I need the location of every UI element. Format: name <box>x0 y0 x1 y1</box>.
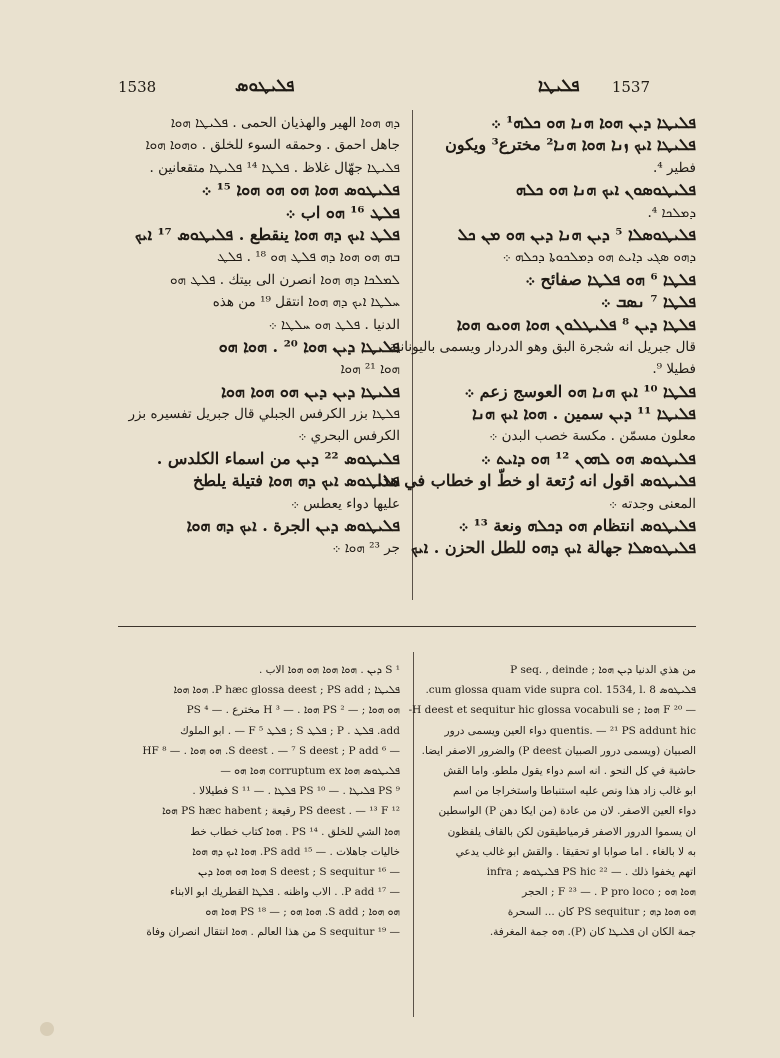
text-line: ܕܗܘ ܣܓܝ ܕܐܝܬ ܗܘ ܕܡܠܟܘܬܐ ܕܟܠܗ ܀ <box>502 249 696 266</box>
text-line: ܦܠܝܛܘܣ اقول انه رُتعة او خطّ او خطاب في هذا <box>377 471 696 491</box>
footnote-line: add. ܦܠܛ . P ; ܦܠܛ S ; ܦܠܛ F ⁵ — . ابو الملوك <box>180 724 400 737</box>
footnote-line: — ¹⁷ P add. . الاب واظنه . ܦܠܛܐ القطريك ابو الابناء <box>170 886 400 899</box>
footnote-line: quentis. — ²¹ PS addunt hic دواء العين ويسمى درور <box>444 724 696 737</box>
footnote-line: اتهم يخفوا ذلك . — ²² PS hic ܦܠܝܛܘܣ ; infra <box>486 865 696 878</box>
page-number-right: 1537 <box>611 78 650 96</box>
left-column <box>118 112 400 560</box>
footnote-line: — ²⁰ F ܗܘܐ ; H deest et sequitur hic glossa vocabuli se- <box>408 704 696 717</box>
text-line: ܦܠܝܛܘܣܘܢ ܐܝܟ ܗܢܐ ܗܘ ܟܠܗ <box>515 180 696 200</box>
text-line: ܦܠܝܛܘܣ ܗܘ ܠܗܘܢ ¹² ܗܘ ܕܐܝܬ ܀ <box>481 448 696 468</box>
text-line: ܦܠܝܛܘܣ ܗܘܐ ܗܘ ܗܘ ܗܘܐ ¹⁵ ܀ <box>201 180 400 200</box>
text-line: المعنى وجدته ܀ <box>608 495 696 512</box>
text-line: ܦܠܝܛܘܣܠܐ ⁵ ܕܝܢ ܗܢܐ ܕܝܢ ܗܘ ܡܢ ܟܠ <box>457 224 696 244</box>
text-line: ܚܠܛܐ ܐܝܟ ܕܗ ܗܘܐ انتقل ¹⁹ من هذه <box>212 294 400 311</box>
footnote-line: ܦܠܝܛܐ ; P hæc glossa deest ; PS add. ܗܘܐ ܗܘܐ <box>173 684 400 697</box>
text-line: ܦܠܛܐ بزر الكرفس الجبلي قال جبريل تفسيره بزر <box>128 406 400 423</box>
footnote-line: ܗܘܐ ܗܘ ; F ²³ — . P pro loco ; الحجر <box>522 886 696 899</box>
footnote-line: ܦܠܝܛܘܣ ܗܘܐ corruptum ex ܗܘܐ ܗܘ — <box>220 764 400 777</box>
footnotes-right <box>408 660 696 943</box>
text-line: عليها دواء يعطس ܀ <box>290 495 400 512</box>
text-line: ܦܠܝܛܘܣܠܐ جهالة ܐܝܟ ܕܗܘ للطل الحزن . ܐܝܟ <box>410 538 696 558</box>
text-line: ܦܠܛ ܐܝܟ ܕܗ ܗܘܐ ينقطع . ܦܠܝܛܘܣ ¹⁷ ܐܝܟ <box>134 224 400 244</box>
footnote-line: ¹ S ܕܝܢ . ܗܘܐ ܗܘܐ ܗܘ ܗܘܐ الاب . <box>258 664 400 676</box>
text-line: ܦܠܝܛܐ ¹¹ ܕܝܢ سمين . ܗܘܐ ܐܝܟ ܗܢܐ <box>472 404 696 424</box>
text-line: فطيلا ⁹. <box>652 361 696 378</box>
text-line: قال جبريل انه شجرة البق وهو الدردار ويسمى باليونانية <box>389 338 696 355</box>
running-title-right: ܦܠܝܛܐ <box>538 76 580 96</box>
footnote-line: ܗܘ ܗܘܐ ; — ² PS ܗܘܐ . — ³ H مخترع . — ⁴ PS <box>186 704 400 717</box>
text-line: فطير ⁴. <box>652 159 696 176</box>
right-column <box>377 112 696 560</box>
footnote-line: جمة الكان ان ܦܠܝܛܐ كان (P). ܗܘ جمة المغرفة. <box>489 926 696 939</box>
text-line: ܒܗ ܗܘ ܗܘܐ ܕܗ ܦܠܛ ܗܘ ¹⁸ . ܦܠܛ <box>217 249 400 266</box>
footnote-line: حاشية في كل النحو . انه اسم دواء يقول ملطو. واما القش <box>443 764 696 777</box>
text-line: ܦܠܛܐ ܕܝܢ ⁸ ܦܠܝܛܠܘܢ ܗܘܐ ܗܘܝܘ ܗܘܐ <box>456 314 696 334</box>
footnote-separator <box>118 626 696 627</box>
text-line: جاهل احمق . وحمقه السوء للخلق . ܘܗܘܐ ܗܘܐ <box>145 137 400 154</box>
text-line: ܕܡܠܟܐ ⁴. <box>647 204 696 221</box>
text-line: ܦܠܛܐ ¹⁰ ܐܝܟ ܗܢܐ ܗܘ العوسج زعم ܀ <box>464 381 696 401</box>
text-line: ܦܠܛܐ ⁶ ܗܘ ܦܠܛܐ صفائح ܀ <box>525 269 696 289</box>
text-line: ܠܡܠܟܐ ܕܗ ܗܘܐ انصرن الى بيتك . ܦܠܛ ܗܘ <box>169 271 400 288</box>
text-line: ܦܠܝܛܘܣ ܕܝܢ الجرة . ܐܝܟ ܕܗ ܗܘܐ <box>186 516 400 536</box>
text-line: الكرفس البحري ܀ <box>298 428 400 445</box>
footnote-line: خاليات جاهلات . — ¹⁵ PS add. ܗܘܐ ܐܝܟ ܕܗ ܗܘܐ <box>192 845 400 858</box>
footnote-line: ܗܘ ܗܘܐ ܕܗ ; PS sequitur كان ... السحرة <box>507 906 696 919</box>
text-line: ܦܠܝܛܘܣ ²² ܕܝܢ من اسماء الكلدس . <box>156 448 400 468</box>
text-line: ܦܠܝܛܐ ܕܝܢ ܕܝܢ ܗܘ ܗܘܐ ܗܘܐ <box>221 381 400 401</box>
text-line: جر ²³ ܗܘܐ ܀ <box>332 540 400 557</box>
text-line: ܦܠܛܐ ⁷ ܢܣܒ ܀ <box>600 292 696 312</box>
text-line: معلون مسمّن . مكسة خصب البدن ܀ <box>489 428 696 445</box>
text-line: ܦܠܛ ¹⁶ ܗܘ اب ܀ <box>285 202 400 222</box>
footnote-line: به لا بالغاء . اما صوابا او تحقيقا . والقش ابو غالب يدعي <box>455 845 696 858</box>
footnote-line: ⁹ PS ܦܠܝܛܐ . — ¹⁰ PS ܦܠܛܐ . — ¹¹ S فطيلالا . <box>192 785 400 798</box>
text-line: الدنيا . ܦܠܛ ܗܘ ܚܠܛܐ ܀ <box>268 316 400 333</box>
footnote-line: من هذي الدنيا ܕܝܢ ܗܘܐ ; P seq. , deinde <box>510 664 696 676</box>
binding-hole <box>40 1022 54 1036</box>
footnote-line: ܦܠܝܛܘܣ cum glossa quam vide supra col. 1534, l. 8. <box>425 684 696 697</box>
footnote-line: ܗܘ ܗܘܐ ; S add. ܗܘܐ ܗܘ ; — ¹⁸ PS ܗܘܐ ܗܘ <box>205 906 400 919</box>
page-number-left: 1538 <box>118 78 157 96</box>
text-line: ܗܘܐ ²¹ ܗܘܐ <box>340 361 400 378</box>
footnotes-left <box>118 660 400 943</box>
text-line: ܦܠܝܛܘܣ انتظام ܗܘ ܕܟܠܗ ونعة ¹³ ܀ <box>458 516 696 536</box>
text-line: ܦܠܝܛܘܣ ܐܝܟ ܕܗ ܗܘܐ فتيلة يلطخ <box>192 471 400 491</box>
text-line: ܦܠܝܛܐ ܕܝܢ ܗܘܐ ܗܢܐ ܗܘ ܟܠܗ¹ ܀ <box>491 113 696 132</box>
text-line: ܦܠܝܛܐ ܕܝܢ ܗܘܐ ²⁰ . ܗܘܐ ܗܘ <box>218 336 400 356</box>
footnote-line: — ¹⁹ S sequitur من هذا العالم . ܗܘܐ انتقال انصران وفاة <box>146 926 400 939</box>
text-line: ܦܠܝܛܐ جهّال غلاظ . ܦܠܛܐ ¹⁴ ܦܠܝܛܐ متقعانين . <box>149 159 400 176</box>
footnote-line: ¹² PS deest . — ¹³ F رقيعة ; PS hæc habent ܗܘܐ <box>162 805 400 818</box>
text-line: ܕܗ ܗܘܐ الهير والهذيان الحمى . ܦܠܝܛܐ ܗܘܐ <box>170 115 400 131</box>
text-line: ܦܠܝܛܐ ܐܝܟ ܙܢܐ ܗܘܐ ܗܢܐ² مخترع³ ويكون <box>445 135 696 155</box>
footnote-line: — ¹⁶ S deest ; S sequitur ܗܘܐ ܗܘ ܗܘܐ ܕܝܢ <box>198 865 400 878</box>
footnote-line: الصبيان (ويسمى درور الصبيان P deest) والضرور الاصفر ايضا. <box>421 744 696 757</box>
footnote-line: دواء العين الاصفر. لان من عادة (من ايكا دهن P) الواسطين <box>438 805 696 818</box>
footnote-line: — ⁶ S deest . — ⁷ S deest ; P add. ܗܘ ܗܘܐ . — ⁸ HF <box>142 744 400 757</box>
footnote-line: ان يسموا الدرور الاصفر قرمياطيقون لكن بالقاف يلفظون <box>447 825 696 838</box>
footnote-line: ܗܘܐ الشي للخلق . ¹⁴ PS . ܗܘܐ كتاب خطاب خط <box>190 825 400 838</box>
footnote-line: ابو غالب زاد هذا ونص عليه استنباطا واستخراجا من اسم <box>453 785 696 798</box>
running-title-left: ܦܠܝܛܘܣ <box>235 76 295 96</box>
